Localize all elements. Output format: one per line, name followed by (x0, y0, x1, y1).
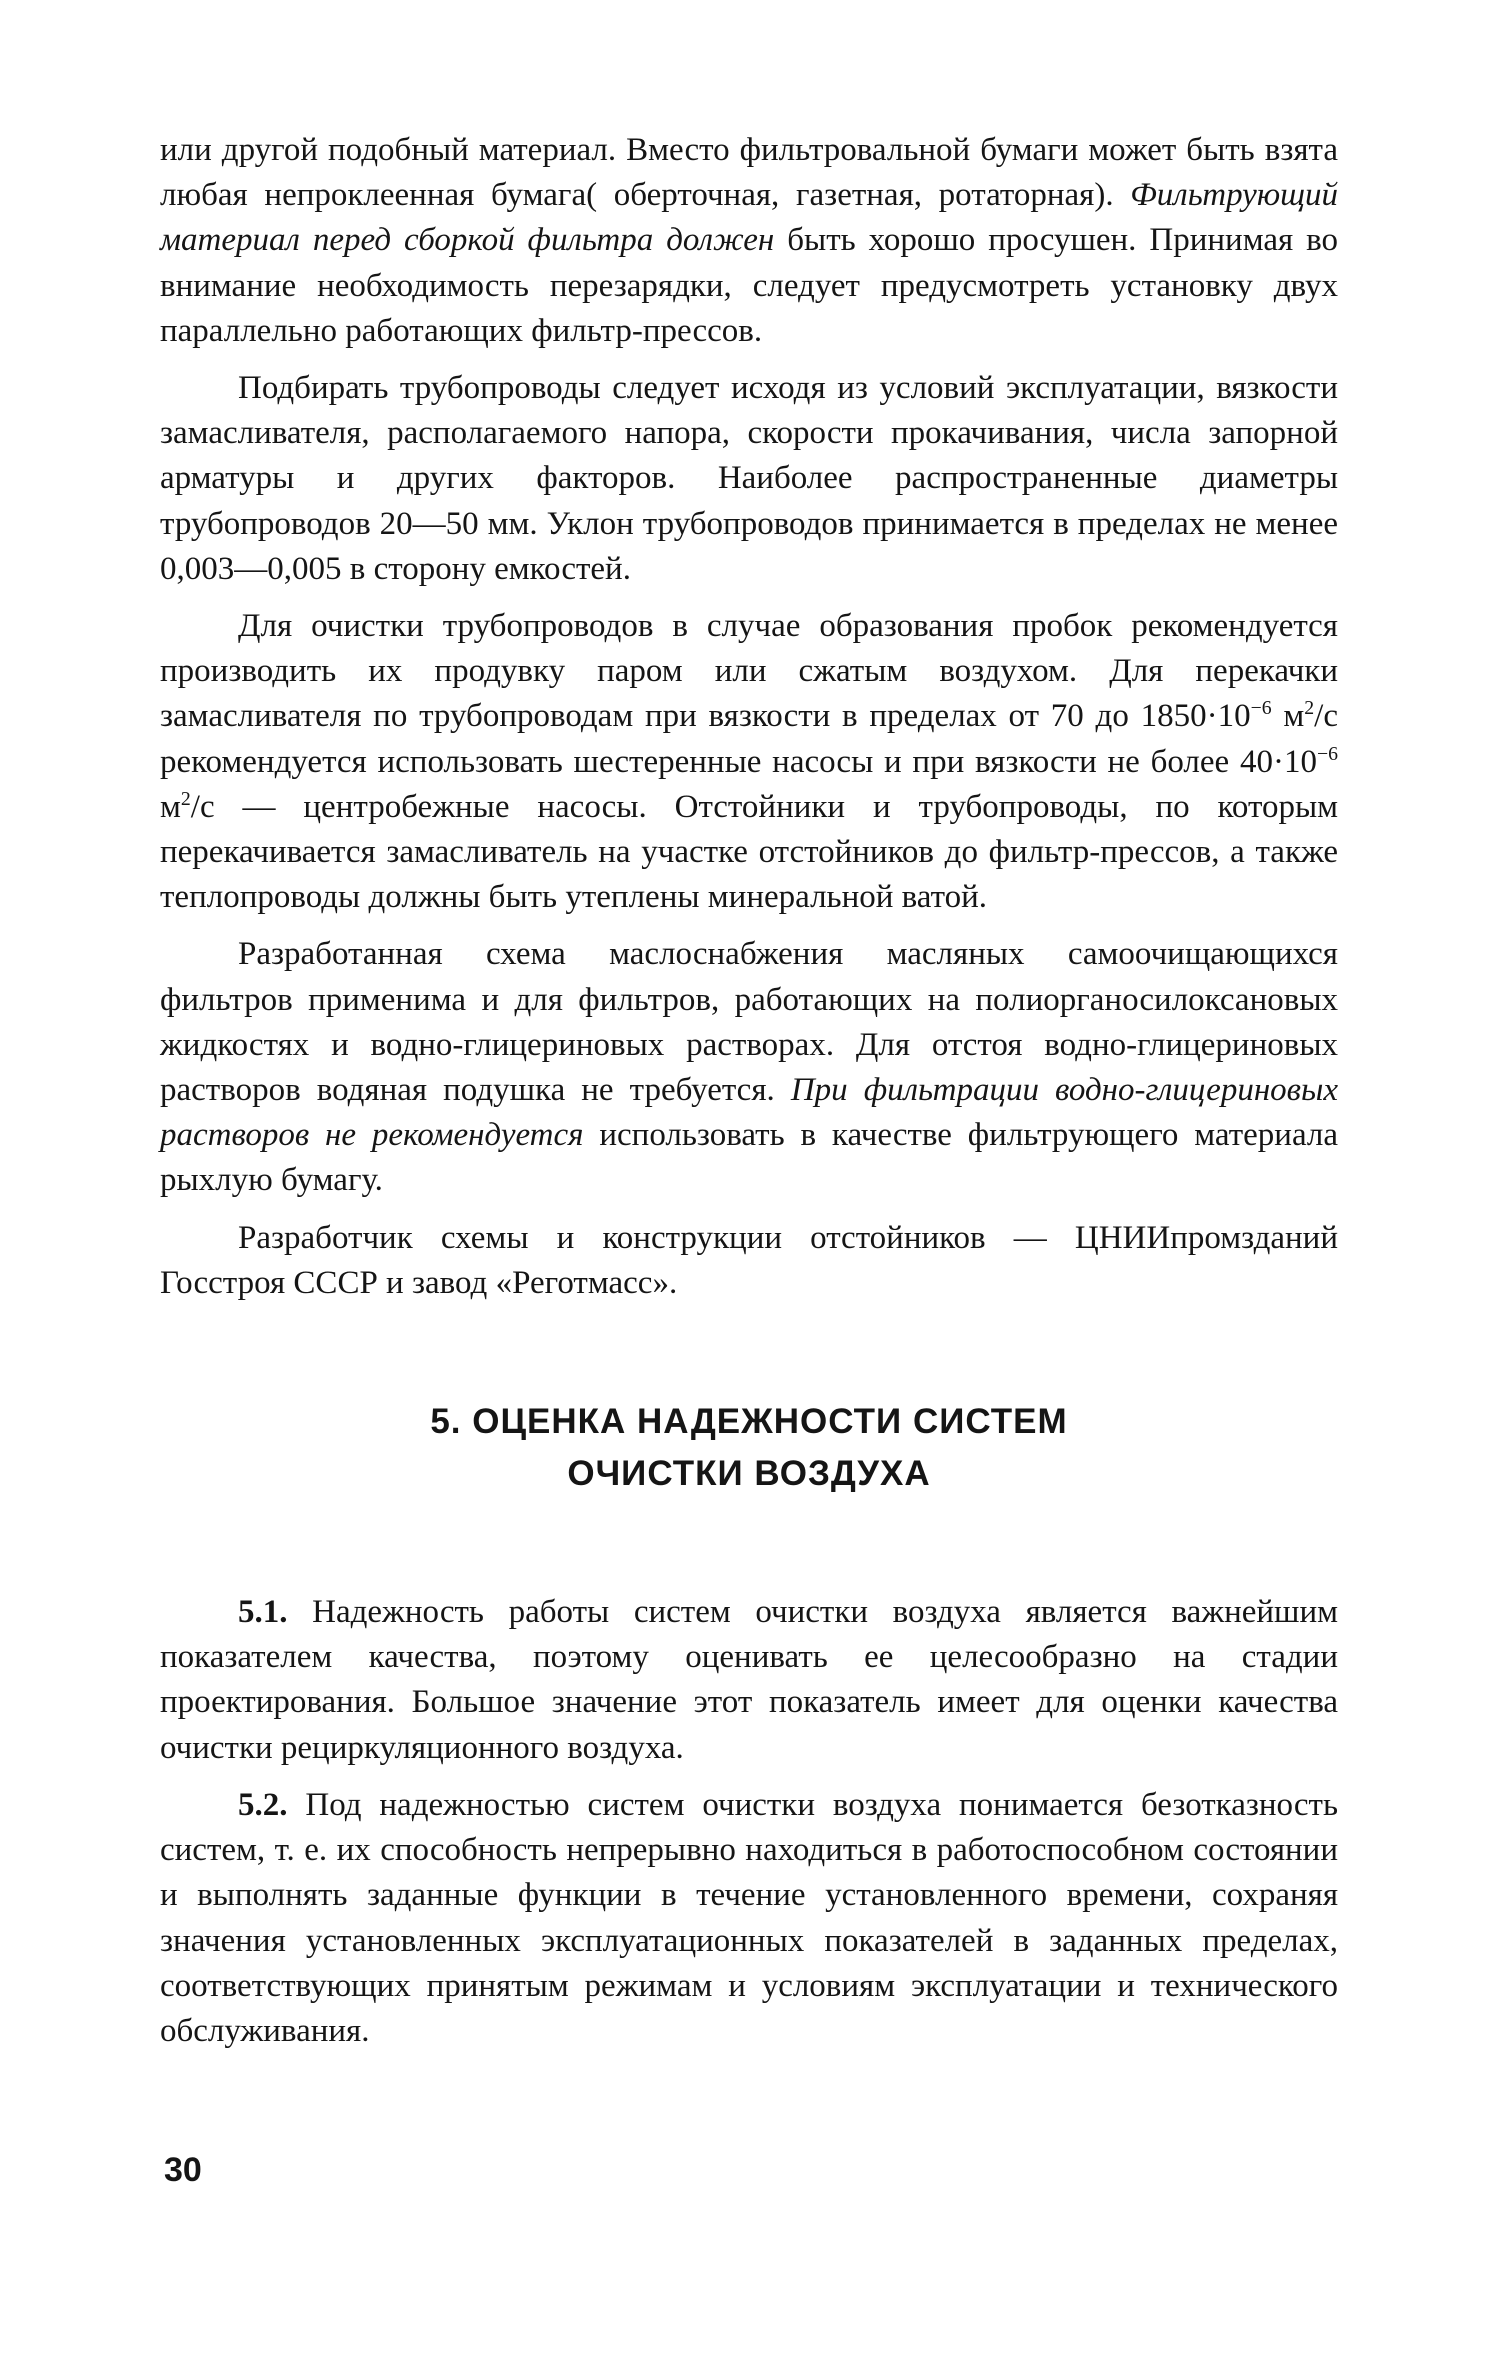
section-heading-line1: 5. ОЦЕНКА НАДЕЖНОСТИ СИСТЕМ (430, 1402, 1068, 1442)
section-heading (160, 1396, 1338, 1500)
paragraph-pipeline-cleaning (160, 604, 1338, 920)
paragraph-oil-supply-scheme (160, 932, 1338, 1203)
paragraph-text: /с рекомендуется использовать шестеренные насосы и при вязкости не более 40·10 (160, 698, 1338, 780)
exponent: 2 (180, 787, 191, 810)
item-number: 5.2. (238, 1786, 288, 1823)
paragraph-text: м (160, 788, 181, 825)
item-text: Под надежностью систем очистки воздуха понимается безотказность систем, т. е. их способность непрерывно находиться в работоспособном состоянии и выполнять заданные функции в течение установленного времени, сохраняя значения установленных эксплуатационных показателей в заданных пределах, соответствующих принятым режимам и условиям эксплуатации и технического обслуживания. (160, 1786, 1338, 2049)
paragraph-text: или другой подобный материал. Вместо фильтровальной бумаги может быть взята любая непроклеенная бумага( оберточная, газетная, ротаторная). (160, 132, 1338, 214)
item-5-2 (160, 1783, 1338, 2054)
item-number: 5.1. (238, 1594, 288, 1631)
paragraph-text: /с — центробежные насосы. Отстойники и трубопроводы, по которым перекачивается замасливатель на участке отстойников до фильтр-прессов, а также теплопроводы должны быть утеплены минеральной ватой. (160, 788, 1338, 916)
exponent: −6 (1250, 697, 1272, 720)
paragraph-text: м (1271, 698, 1305, 735)
exponent: 2 (1304, 697, 1315, 720)
exponent: −6 (1316, 742, 1338, 765)
item-5-1 (160, 1590, 1338, 1771)
heading-spacer (160, 1500, 1338, 1590)
paragraph-text: Разработанная схема маслоснабжения масляных самоочищающихся фильтров применима и для фильтров, работающих на полиорганосилоксановых жидкостях и водно-глицериновых растворах. Для отстоя водно-глицериновых растворов водяная подушка не требуется. (160, 936, 1338, 1109)
paragraph-text: Для очистки трубопроводов в случае образования пробок рекомендуется производить их продувку паром или сжатым воздухом. Для перекачки замасливателя по трубопроводам при вязкости в пределах от 70 до 1850·10 (160, 608, 1338, 735)
item-text: Надежность работы систем очистки воздуха является важнейшим показателем качества, поэтому оценивать ее целесообразно на стадии проектирования. Большое значение этот показатель имеет для оценки качества очистки рециркуляционного воздуха. (160, 1594, 1338, 1766)
paragraph-developer: Разработчик схемы и конструкции отстойников — ЦНИИпромзданий Госстроя СССР и завод «Реготмасс». (160, 1219, 1338, 1301)
page-number: 30 (164, 2151, 202, 2189)
paragraph-text: быть хорошо просушен. Принимая во внимание необходимость перезарядки, следует предусмотреть установку двух параллельно работающих фильтр-прессов. (160, 222, 1338, 349)
page-body (160, 128, 1338, 2066)
paragraph-pipelines: Подбирать трубопроводы следует исходя из условий эксплуатации, вязкости замасливателя, располагаемого напора, скорости прокачивания, числа запорной арматуры и других факторов. Наиболее распространенные диаметры трубопроводов 20—50 мм. Уклон трубопроводов принимается в пределах не менее 0,003—0,005 в сторону емкостей. (160, 370, 1338, 587)
paragraph-text: использовать в качестве фильтрующего материала рыхлую бумагу. (160, 1117, 1339, 1199)
paragraph-italic-text: Фильтрующий материал перед сборкой фильтра должен (160, 177, 1338, 259)
paragraph-italic-text: При фильтрации водно-глицериновых растворов не рекомендуется (160, 1072, 1339, 1154)
section-heading-line2: ОЧИСТКИ ВОЗДУХА (567, 1454, 931, 1494)
paragraph-filter-material (160, 128, 1338, 354)
